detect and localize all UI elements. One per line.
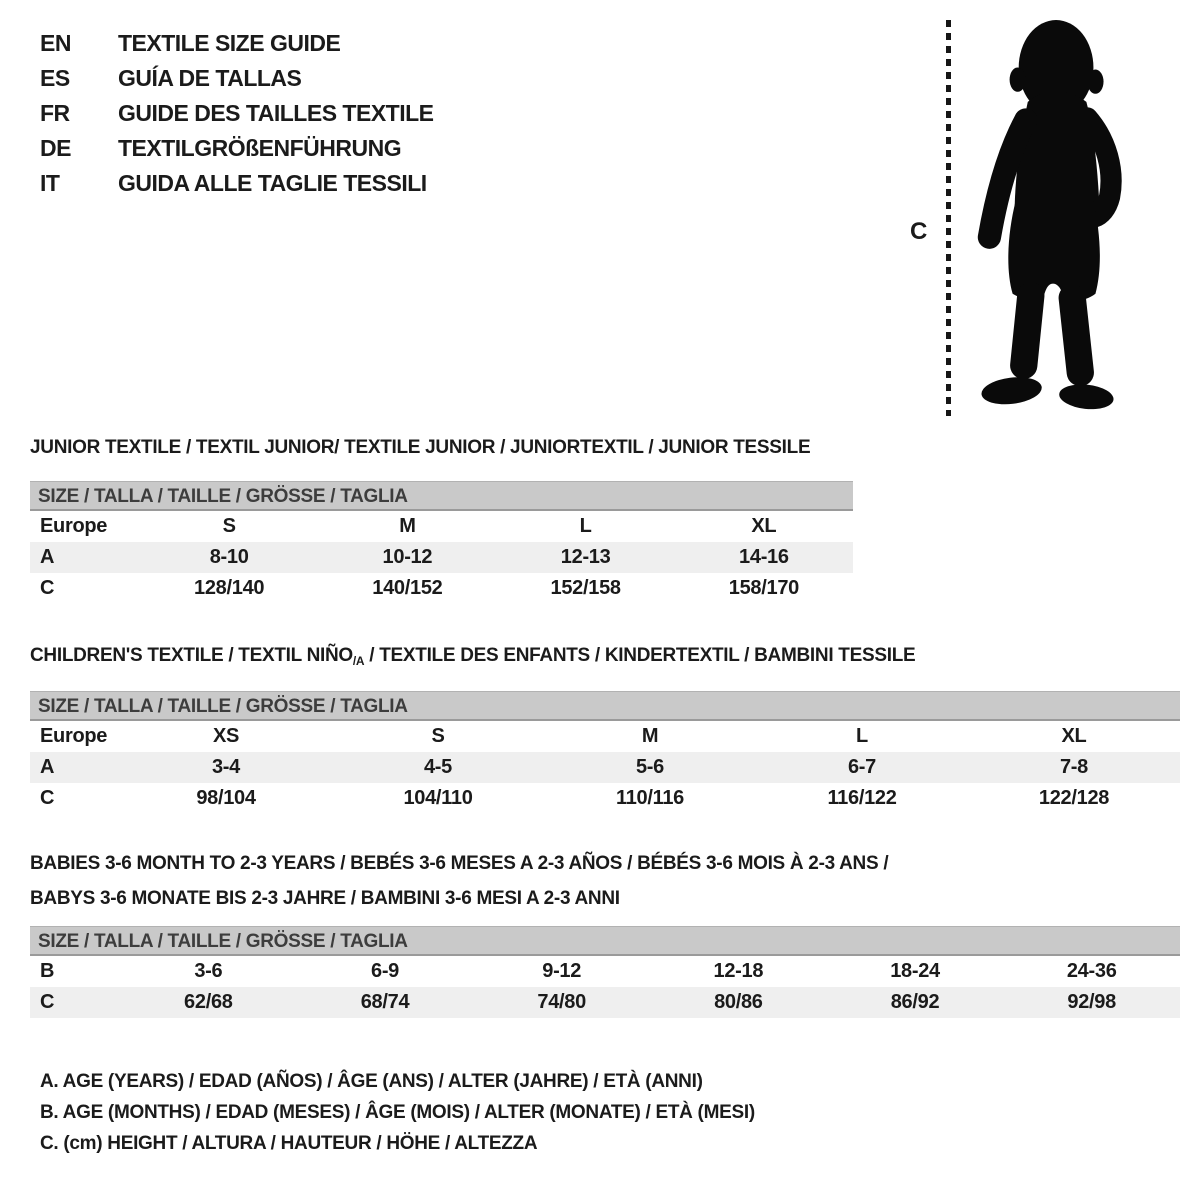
column-header: L xyxy=(856,725,868,747)
table-cell: 24-36 xyxy=(1066,960,1117,982)
table-row-columns xyxy=(30,721,1180,752)
table-cell: 62/68 xyxy=(184,991,233,1013)
table-cell: 9-12 xyxy=(542,960,582,982)
column-header: S xyxy=(222,515,236,537)
junior-textile-section xyxy=(30,434,853,604)
table-cell: 7-8 xyxy=(1059,756,1088,778)
column-header: XS xyxy=(212,725,240,747)
table-cell: 86/92 xyxy=(890,991,940,1013)
legend xyxy=(40,1066,755,1159)
row-key: C xyxy=(40,577,55,599)
table-cell: 104/110 xyxy=(403,787,473,809)
childrens-section-title xyxy=(30,642,1180,669)
table-cell: 10-12 xyxy=(382,546,433,568)
row-key: C xyxy=(40,991,55,1013)
row-key: A xyxy=(40,756,55,778)
table-row-age-months xyxy=(30,956,1180,987)
table-cell: 158/170 xyxy=(728,577,799,599)
table-cell: 74/80 xyxy=(537,991,586,1013)
language-row-de xyxy=(40,131,434,166)
language-code: FR xyxy=(40,100,70,126)
title-part: CHILDREN'S TEXTILE / TEXTIL NIÑO xyxy=(30,645,353,666)
babies-size-header-band xyxy=(30,926,1180,956)
table-cell: 14-16 xyxy=(739,546,789,568)
size-header-label: SIZE / TALLA / TAILLE / GRÖSSE / TAGLIA xyxy=(38,696,408,717)
height-measure-label: C xyxy=(910,218,928,245)
language-row-es xyxy=(40,61,434,96)
column-header: M xyxy=(399,515,416,537)
table-cell: 5-6 xyxy=(635,756,664,778)
language-label: GUIDE DES TAILLES TEXTILE xyxy=(118,100,434,126)
table-cell: 12-18 xyxy=(713,960,764,982)
region-label: Europe xyxy=(40,515,108,537)
legend-line-b: B. AGE (MONTHS) / EDAD (MESES) / ÂGE (MOIS) / ALTER (MONATE) / ETÀ (MESI) xyxy=(40,1102,755,1123)
title-part: / TEXTILE DES ENFANTS / KINDERTEXTIL / BAMBINI TESSILE xyxy=(364,645,916,666)
table-cell: 110/116 xyxy=(616,787,684,809)
language-row-it xyxy=(40,166,434,201)
row-key: A xyxy=(40,546,55,568)
size-header-label: SIZE / TALLA / TAILLE / GRÖSSE / TAGLIA xyxy=(38,486,408,507)
table-cell: 4-5 xyxy=(423,756,452,778)
table-cell: 152/158 xyxy=(550,577,621,599)
table-cell: 3-6 xyxy=(194,960,223,982)
size-header-label: SIZE / TALLA / TAILLE / GRÖSSE / TAGLIA xyxy=(38,931,408,952)
junior-section-title: JUNIOR TEXTILE / TEXTIL JUNIOR/ TEXTILE JUNIOR / JUNIORTEXTIL / JUNIOR TESSILE xyxy=(30,437,811,458)
legend-line-c: C. (cm) HEIGHT / ALTURA / HAUTEUR / HÖHE / ALTEZZA xyxy=(40,1133,538,1154)
legend-line-a: A. AGE (YEARS) / EDAD (AÑOS) / ÂGE (ANS) / ALTER (JAHRE) / ETÀ (ANNI) xyxy=(40,1071,703,1092)
table-cell: 80/86 xyxy=(714,991,763,1013)
language-label: TEXTILE SIZE GUIDE xyxy=(118,30,341,56)
language-row-en xyxy=(40,26,434,61)
babies-title-line2: BABYS 3-6 MONATE BIS 2-3 JAHRE / BAMBINI 3-6 MESI A 2-3 ANNI xyxy=(30,888,620,909)
table-row-height xyxy=(30,783,1180,814)
table-cell: 92/98 xyxy=(1067,991,1116,1013)
region-label: Europe xyxy=(40,725,108,747)
column-header: XL xyxy=(751,515,777,537)
babies-title-line1: BABIES 3-6 MONTH TO 2-3 YEARS / BEBÉS 3-6 MESES A 2-3 AÑOS / BÉBÉS 3-6 MOIS À 2-3 ANS / xyxy=(30,853,889,874)
table-cell: 8-10 xyxy=(209,546,249,568)
table-cell: 128/140 xyxy=(194,577,265,599)
language-code: IT xyxy=(40,170,60,196)
table-cell: 98/104 xyxy=(196,787,256,809)
row-key: C xyxy=(40,787,55,809)
table-row-columns xyxy=(30,511,853,542)
language-row-fr xyxy=(40,96,434,131)
table-cell: 140/152 xyxy=(372,577,443,599)
column-header: L xyxy=(579,515,592,537)
childrens-size-header-band xyxy=(30,691,1180,721)
babies-section-title xyxy=(30,846,1180,916)
junior-size-header-band xyxy=(30,481,853,511)
row-key: B xyxy=(40,960,55,982)
table-cell: 18-24 xyxy=(890,960,940,982)
column-header: XL xyxy=(1061,725,1087,747)
table-cell: 12-13 xyxy=(560,546,611,568)
language-code: EN xyxy=(40,30,71,56)
toddler-silhouette-image xyxy=(966,17,1134,417)
column-header: S xyxy=(431,725,445,747)
table-row-height xyxy=(30,573,853,604)
language-label: GUIDA ALLE TAGLIE TESSILI xyxy=(118,170,427,196)
language-label: TEXTILGRÖßENFÜHRUNG xyxy=(118,135,402,161)
language-label: GUÍA DE TALLAS xyxy=(118,65,302,91)
table-row-height xyxy=(30,987,1180,1018)
table-row-age xyxy=(30,542,853,573)
table-cell: 6-9 xyxy=(371,960,400,982)
table-cell: 6-7 xyxy=(847,756,876,778)
table-cell: 3-4 xyxy=(211,756,240,778)
language-code: DE xyxy=(40,135,71,161)
column-header: M xyxy=(641,725,659,747)
babies-textile-section xyxy=(30,846,1180,1018)
childrens-textile-section xyxy=(30,642,1180,814)
table-cell: 122/128 xyxy=(1038,787,1110,809)
table-row-age xyxy=(30,752,1180,783)
table-cell: 68/74 xyxy=(360,991,410,1013)
title-subscript: /A xyxy=(352,654,365,668)
language-code: ES xyxy=(40,65,70,91)
table-cell: 116/122 xyxy=(827,787,897,809)
height-measure-line xyxy=(946,20,951,416)
language-title-block xyxy=(40,26,434,201)
